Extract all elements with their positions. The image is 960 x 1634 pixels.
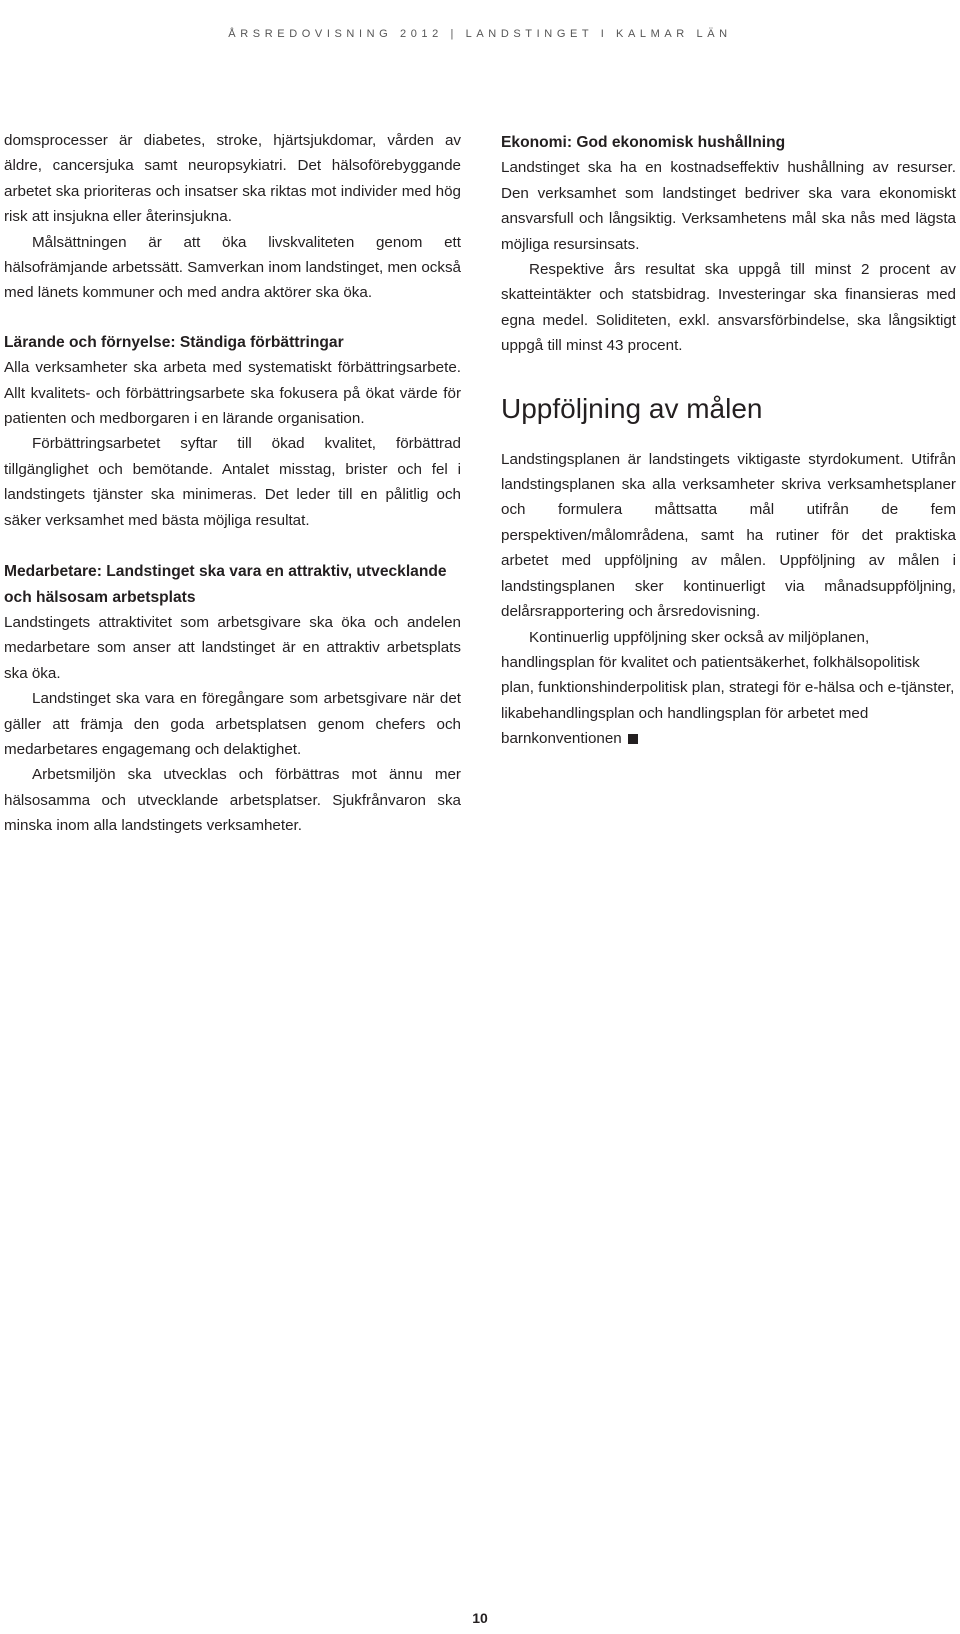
staff-heading: Medarbetare: Landstinget ska vara en attraktiv, utvecklande och hälsosam arbetsplats <box>4 563 447 606</box>
learning-paragraph-2: Förbättringsarbetet syftar till ökad kvalitet, förbättrad tillgänglighet och bemötande. Antalet misstag, brister och fel i landstingets tjänster ska minimeras. Det leder till en pålitlig och säker verksamhet med bästa möjliga resultat. <box>4 435 461 529</box>
page-number: 10 <box>472 1610 488 1626</box>
running-header: ÅRSREDOVISNING 2012 | LANDSTINGET I KALMAR LÄN <box>228 28 732 40</box>
staff-paragraph-3: Arbetsmiljön ska utvecklas och förbättras mot ännu mer hälsosamma och utvecklande arbetsplatser. Sjukfrånvaron ska minska inom alla landstingets verksamheter. <box>4 766 461 835</box>
economy-heading: Ekonomi: God ekonomisk hushållning <box>501 134 786 151</box>
economy-paragraph-1: Landstinget ska ha en kostnadseffektiv hushållning av resurser. Den verksamhet som landstinget bedriver ska vara ekonomiskt ansvarsfull och långsiktig. Verksamhetens mål ska nås med lägsta möjliga resursinsats. <box>501 159 956 253</box>
end-of-article-square-icon <box>628 734 638 744</box>
followup-paragraph-1: Landstingsplanen är landstingets viktigaste styrdokument. Utifrån landstingsplanen ska alla verksamheter skriva verksamhetsplaner och formulera måttsatta mål utifrån de fem perspektiven/målområdena, samt ha rutiner för det praktiska arbetet med uppföljning av målen. Uppföljning av målen i landstingsplanen sker kontinuerligt via månadsuppföljning, delårsrapportering och årsredovisning. <box>501 450 956 621</box>
left-column <box>4 0 461 839</box>
right-column <box>501 0 956 752</box>
staff-paragraph-2: Landstinget ska vara en föregångare som arbetsgivare när det gäller att främja den goda arbetsplatsen genom chefers och medarbetares engagemang och delaktighet. <box>4 690 461 758</box>
staff-paragraph-1: Landstingets attraktivitet som arbetsgivare ska öka och andelen medarbetare som anser att landstinget är en attraktiv arbetsplats ska öka. <box>4 613 461 682</box>
economy-paragraph-2: Respektive års resultat ska uppgå till minst 2 procent av skatteintäkter och statsbidrag. Investeringar ska finansieras med egna medel. Soliditeten, exkl. ansvarsförbindelse, ska långsiktigt uppgå till minst 43 procent. <box>501 261 956 355</box>
intro-paragraph-1: domsprocesser är diabetes, stroke, hjärtsjukdomar, vården av äldre, cancersjuka samt neuropsykiatri. Det hälsoförebyggande arbetet ska prioriteras och insatser ska riktas mot individer med hög risk att insjukna eller återinsjukna. <box>4 132 461 226</box>
learning-paragraph-1: Alla verksamheter ska arbeta med systematiskt förbättringsarbete. Allt kvalitets- och förbättringsarbete ska fokusera på ökat värde för patienten och medborgaren i en lärande organisation. <box>4 359 461 428</box>
learning-heading: Lärande och förnyelse: Ständiga förbättringar <box>4 333 344 351</box>
followup-paragraph-2-text: Kontinuerlig uppföljning sker också av miljöplanen, handlingsplan för kvalitet och patientsäkerhet, folkhälsopolitisk plan, funktionshinderpolitisk plan, strategi för e-hälsa och e-tjänster, likabehandlingsplan och handlingsplan för arbetet med barnkonventionen <box>501 628 955 748</box>
followup-paragraph-2 <box>501 625 956 752</box>
intro-paragraph-2: Målsättningen är att öka livskvaliteten genom ett hälsofrämjande arbetssätt. Samverkan inom landstinget, men också med länets kommuner och med andra aktörer ska öka. <box>4 233 461 302</box>
followup-heading: Uppföljning av målen <box>501 392 763 424</box>
